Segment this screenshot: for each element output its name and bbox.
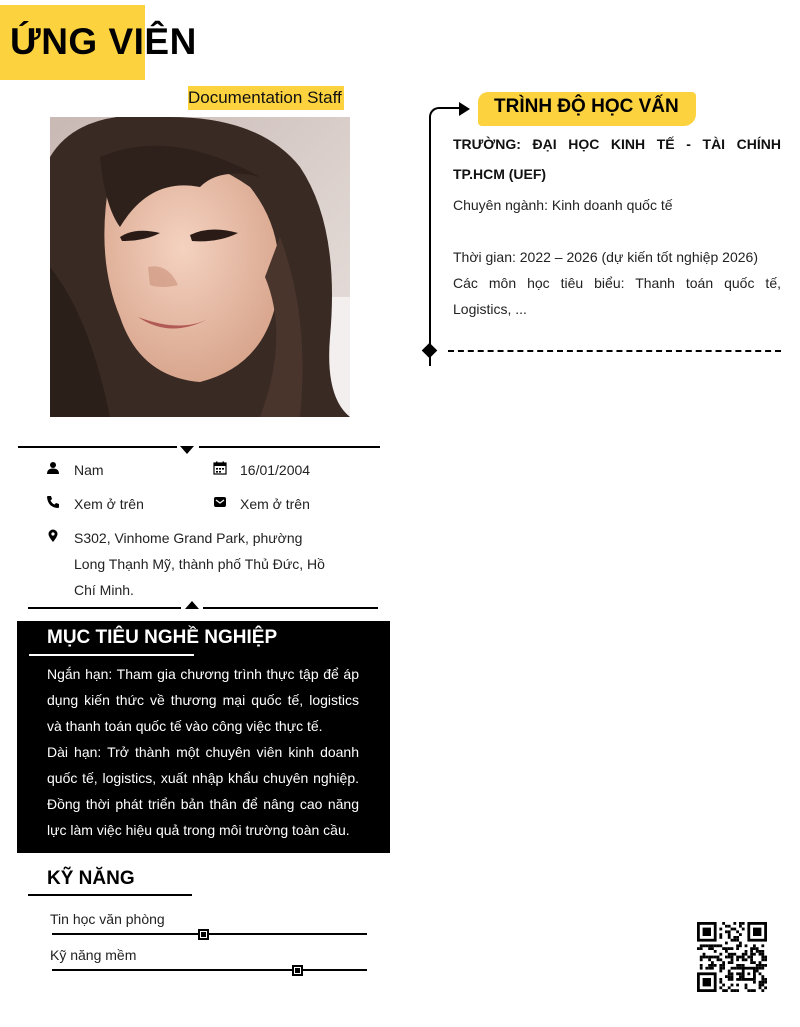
skill-track (52, 969, 367, 971)
education-major: Chuyên ngành: Kinh doanh quốc tế (453, 197, 673, 213)
birthday-value: 16/01/2004 (240, 462, 311, 478)
gender-value: Nam (74, 462, 104, 478)
envelope-icon (213, 495, 227, 509)
career-goal-title: MỤC TIÊU NGHỀ NGHIỆP (47, 627, 278, 648)
education-school: TRƯỜNG: ĐẠI HỌC KINH TẾ - TÀI CHÍNH TP.HCM (UEF) (453, 136, 781, 182)
divider-down-arrow (180, 446, 194, 454)
timeline-corner (429, 107, 459, 121)
education-courses: Các môn học tiêu biểu: Thanh toán quốc tế, Logistics, ... (453, 275, 781, 317)
skill-track (52, 933, 367, 935)
user-icon (46, 461, 60, 475)
skills-title: KỸ NĂNG (47, 868, 135, 889)
qr-code (697, 922, 767, 992)
address-value: S302, Vinhome Grand Park, phường Long Thạnh Mỹ, thành phố Thủ Đức, Hồ Chí Minh. (74, 530, 325, 598)
email-value: Xem ở trên (240, 496, 310, 512)
timeline-arrow-icon (459, 102, 470, 116)
info-divider-bottom-right (203, 607, 378, 609)
timeline-line (429, 118, 431, 366)
info-divider-top-right (199, 446, 380, 448)
skill-label: Tin học văn phòng (50, 911, 165, 927)
skill-label: Kỹ năng mềm (50, 947, 137, 963)
education-period: Thời gian: 2022 – 2026 (dự kiến tốt nghiệp 2026) (453, 249, 758, 265)
timeline-dashed-line (448, 350, 781, 352)
profile-photo (50, 117, 350, 417)
info-divider-top (18, 446, 177, 448)
skill-level-knob (292, 965, 303, 976)
career-goal-long-term: Dài hạn: Trở thành một chuyên viên kinh doanh quốc tế, logistics, xuất nhập khẩu chuyên nghiệp. Đồng thời phát triển bản thân để nâng cao năng lực làm việc hiệu quả trong môi trường toàn cầu. (47, 744, 359, 838)
info-divider-bottom (28, 607, 181, 609)
divider-up-arrow (185, 601, 199, 609)
career-goal-short-term: Ngắn hạn: Tham gia chương trình thực tập để áp dụng kiến thức về thương mại quốc tế, logistics và thanh toán quốc tế vào công việc thực tế. (47, 666, 359, 734)
career-goal-section (17, 621, 390, 853)
phone-value: Xem ở trên (74, 496, 144, 512)
timeline-diamond-icon (422, 343, 438, 359)
education-title: TRÌNH ĐỘ HỌC VẤN (494, 96, 679, 117)
skill-level-knob (198, 929, 209, 940)
phone-icon (46, 495, 60, 509)
map-marker-icon (46, 529, 60, 543)
position-title: Documentation Staff (188, 86, 344, 110)
candidate-name: ỨNG VIÊN (10, 21, 197, 62)
calendar-icon (213, 461, 227, 475)
career-goal-text (47, 661, 359, 843)
career-goal-underline (29, 654, 194, 656)
skills-underline (28, 894, 192, 896)
